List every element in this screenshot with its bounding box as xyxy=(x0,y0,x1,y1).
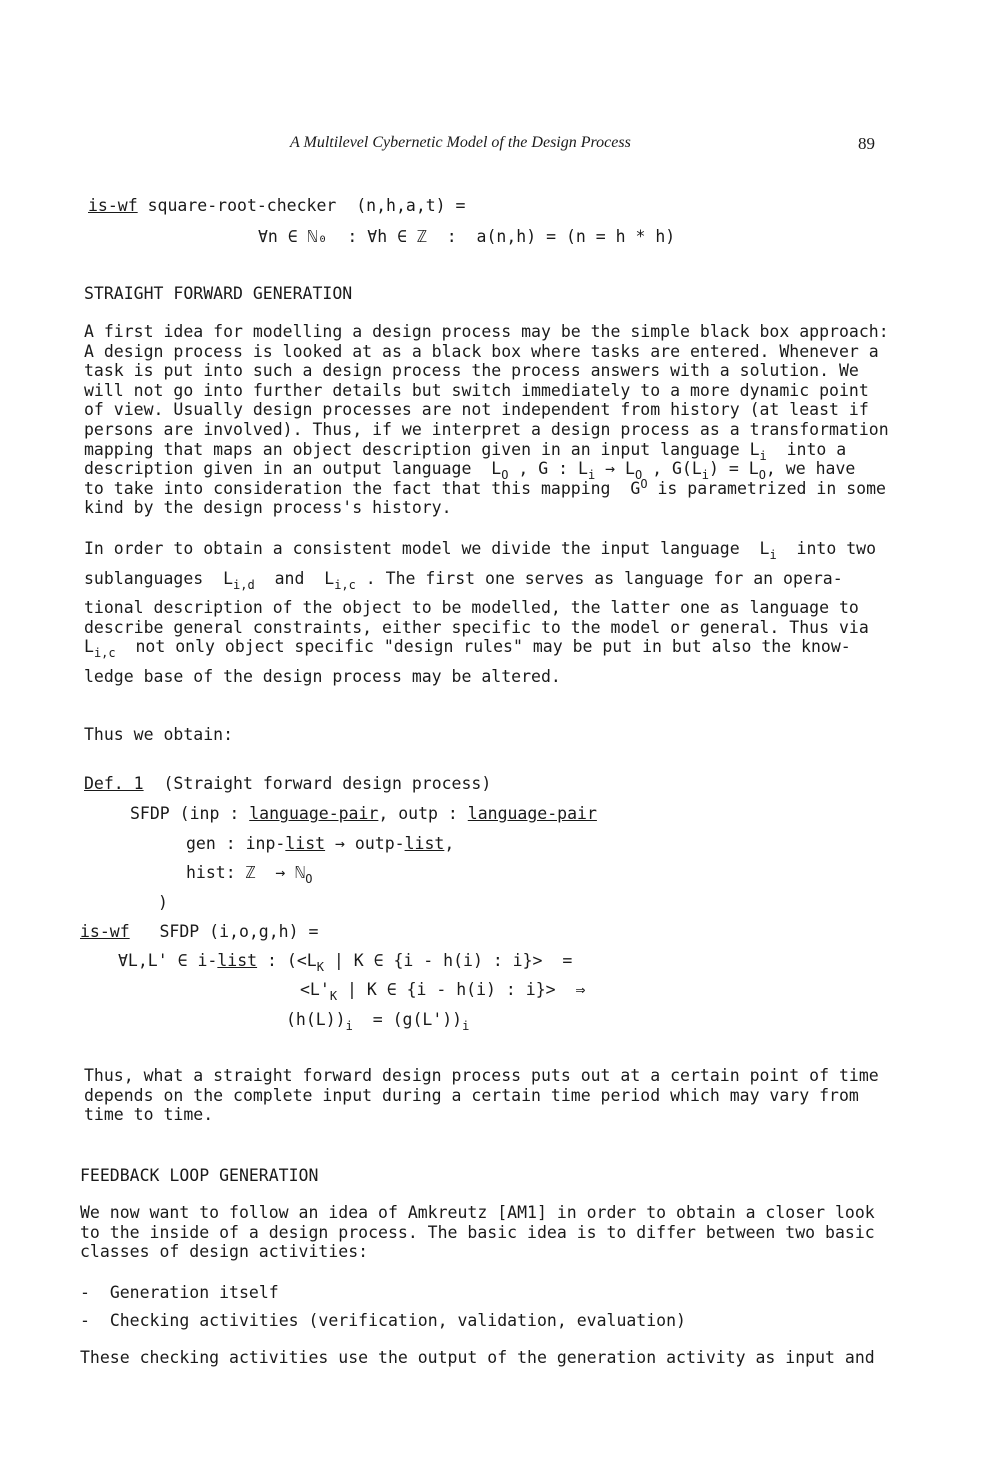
definition-1-title xyxy=(84,774,491,794)
sfdp-forall-line: ∀L,L' ∈ i-list : ($<L_K$ | K ∈ {i - h(i) : i}> = xyxy=(118,951,573,974)
para4-line: to the inside of a design process. The basic idea is to differ between two basic xyxy=(80,1222,875,1242)
para2-line: sublanguages $L_{i,d}$ and $L_{i,c}$ . The first one serves as language for an opera- xyxy=(84,568,843,592)
para4-line: classes of design activities: xyxy=(80,1242,369,1262)
para2-line: In order to obtain a consistent model we divide the input language $L_i$ into two xyxy=(84,539,877,562)
para3-line: depends on the complete input during a certain time period which may vary from xyxy=(84,1085,859,1105)
thus-we-obtain: Thus we obtain: xyxy=(84,725,234,744)
para3-line: time to time. xyxy=(84,1105,214,1125)
sfdp-gen-line: gen : inp-list → outp-list, xyxy=(186,834,455,853)
para3-line: Thus, what a straight forward design process puts out at a certain point of time xyxy=(84,1066,879,1085)
sfdp-signature: SFDP (inp : language-pair, outp : language-pair xyxy=(130,804,597,823)
sfdp-iswf-line: is-wf SFDP (i,o,g,h) = xyxy=(80,922,319,941)
bullet-item: - Generation itself xyxy=(80,1283,279,1302)
para1-line: kind by the design process's history. xyxy=(84,498,452,518)
sfdp-hist-line: hist: ℤ → ℕ$_O$ xyxy=(186,863,313,886)
sqrt-checker-signature: square-root-checker (n,h,a,t) = xyxy=(137,196,466,215)
def-title: (Straight forward design process) xyxy=(143,774,492,793)
paragraph-black-box xyxy=(84,322,889,518)
sfdp-condition-line: $<L'_K$ | K ∈ {i - h(i) : i}> ⇒ xyxy=(300,980,586,1003)
paragraph-amkreutz xyxy=(80,1203,880,1262)
para1-line: to take into consideration the fact that this mapping $G^O$ is parametrized in some xyxy=(84,476,886,498)
para1-line: of view. Usually design processes are not independent from history (at least if xyxy=(84,400,869,420)
para2-line: $L_{i,c}$ not only object specific "design rules" may be put in but also the know- xyxy=(84,637,851,661)
iswf-keyword: is-wf xyxy=(88,196,138,215)
para1-line: A first idea for modelling a design process may be the simple black box approach: xyxy=(84,322,889,341)
running-title: A Multilevel Cybernetic Model of the Design Process xyxy=(290,134,631,151)
para1-line: persons are involved). Thus, if we interpret a design process as a transformation xyxy=(84,419,889,439)
para1-line: mapping that maps an object description given in an input language $L_i$ into a xyxy=(84,439,847,463)
para2-line: tional description of the object to be modelled, the latter one as language to xyxy=(84,598,859,618)
closing-line: These checking activities use the output of the generation activity as input and xyxy=(80,1348,875,1367)
para4-line: We now want to follow an idea of Amkreutz [AM1] in order to obtain a closer look xyxy=(80,1203,875,1222)
section-heading-straight-forward: STRAIGHT FORWARD GENERATION xyxy=(84,284,353,303)
paragraph-sublanguages xyxy=(84,539,884,687)
para1-line: A design process is looked at as a black box where tasks are entered. Whenever a xyxy=(84,341,879,361)
section-heading-feedback-loop: FEEDBACK LOOP GENERATION xyxy=(80,1166,319,1185)
para2-line: describe general constraints, either specific to the model or general. Thus via xyxy=(84,617,869,637)
bullet-item: - Checking activities (verification, validation, evaluation) xyxy=(80,1311,686,1330)
paragraph-straight-forward-output xyxy=(84,1066,884,1125)
para1-line: description given in an output language $L_O$ , G : $L_i \to L_O$ , $G(L_i) = L_O$, we have xyxy=(84,459,856,483)
para2-line: ledge base of the design process may be altered. xyxy=(84,666,561,686)
para1-line: will not go into further details but switch immediately to a more dynamic point xyxy=(84,380,869,400)
sqrt-checker-line-1 xyxy=(88,196,466,216)
sfdp-close: ) xyxy=(158,893,168,912)
para1-line: task is put into such a design process the process answers with a solution. We xyxy=(84,361,859,381)
def-label: Def. 1 xyxy=(84,774,144,793)
page-number: 89 xyxy=(858,134,875,153)
sfdp-implication-line: $(h(L))_i = (g(L'))_i$ xyxy=(286,1010,470,1033)
sqrt-checker-line-2: ∀n ∈ ℕ₀ : ∀h ∈ ℤ : a(n,h) = (n = h * h) xyxy=(258,227,676,246)
